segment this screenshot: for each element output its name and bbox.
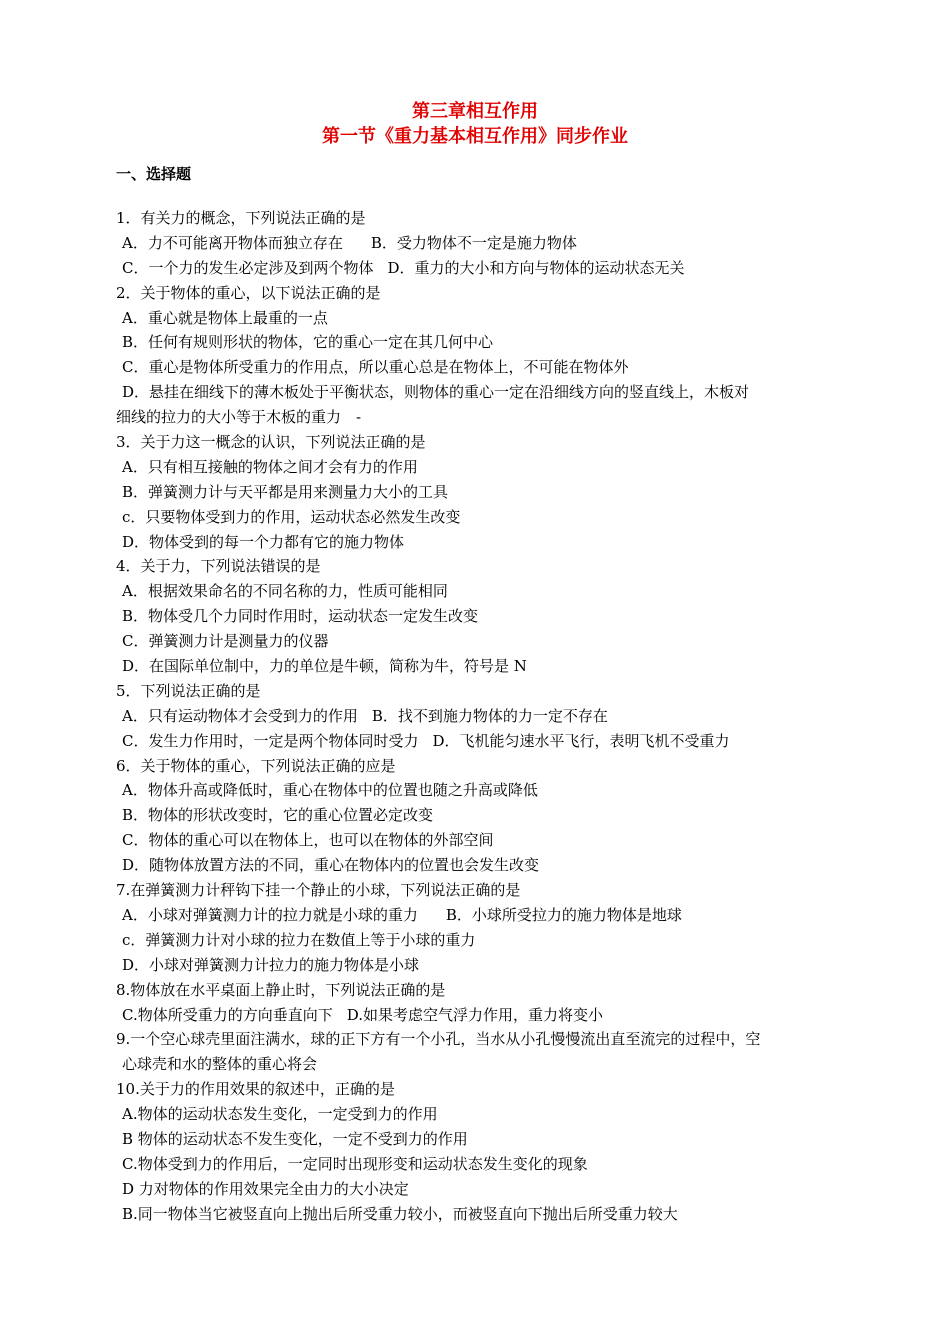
option-c: C．重心是物体所受重力的作用点，所以重心总是在物体上，不可能在物体外 bbox=[122, 358, 629, 377]
question-5-stem: 5．下列说法正确的是 bbox=[116, 681, 261, 700]
question-list bbox=[116, 206, 842, 1227]
option-b: B．物体受几个力同时作用时，运动状态一定发生改变 bbox=[122, 607, 479, 626]
option-d: D．在国际单位制中，力的单位是牛顿，简称为牛，符号是 N bbox=[122, 657, 527, 676]
question-1-options-ab bbox=[116, 231, 842, 256]
option-d: D．物体受到的每一个力都有它的施力物体 bbox=[122, 532, 405, 551]
option-c: C．弹簧测力计是测量力的仪器 bbox=[122, 632, 329, 651]
option-a: A．重心就是物体上最重的一点 bbox=[122, 308, 328, 327]
option-a: A．小球对弹簧测力计的拉力就是小球的重力 bbox=[122, 905, 418, 924]
option-c: C.物体受到力的作用后，一定同时出现形变和运动状态发生变化的现象 bbox=[122, 1154, 588, 1173]
option-b: B．任何有规则形状的物体，它的重心一定在其几何中心 bbox=[122, 333, 494, 352]
question-6-stem: 6．关于物体的重心，下列说法正确的应是 bbox=[116, 756, 396, 775]
question-4-stem: 4．关于力，下列说法错误的是 bbox=[116, 557, 321, 576]
option-d: D．飞机能匀速水平飞行，表明飞机不受重力 bbox=[432, 731, 730, 750]
question-2-stem: 2．关于物体的重心，以下说法正确的是 bbox=[116, 283, 381, 302]
question-1-options-cd bbox=[116, 256, 842, 281]
question-3-stem: 3．关于力这一概念的认识，下列说法正确的是 bbox=[116, 433, 426, 452]
option-b: B．小球所受拉力的施力物体是地球 bbox=[445, 905, 682, 924]
option-b: B．找不到施力物体的力一定不存在 bbox=[371, 706, 608, 725]
option-a: A．只有相互接触的物体之间才会有力的作用 bbox=[122, 457, 418, 476]
question-7-stem: 7.在弹簧测力计秤钩下挂一个静止的小球，下列说法正确的是 bbox=[116, 881, 521, 900]
question-1-stem: 1．有关力的概念，下列说法正确的是 bbox=[116, 209, 366, 227]
option-b: B．受力物体不一定是施力物体 bbox=[370, 233, 577, 252]
option-a: A．只有运动物体才会受到力的作用 bbox=[122, 706, 358, 725]
option-d: D 力对物体的作用效果完全由力的大小决定 bbox=[122, 1179, 409, 1198]
question-9-stem: 9.一个空心球壳里面注满水，球的正下方有一个小孔，当水从小孔慢慢流出直至流完的过程中，空 bbox=[116, 1030, 761, 1049]
question-7-options-ab bbox=[116, 903, 842, 928]
option-a: A．力不可能离开物体而独立存在 bbox=[122, 233, 343, 252]
section-title: 第一节《重力基本相互作用》同步作业 bbox=[322, 126, 628, 147]
option-b: B．弹簧测力计与天平都是用来测量力大小的工具 bbox=[122, 482, 449, 501]
question-5-options-cd bbox=[116, 729, 842, 754]
option-b: B．物体的形状改变时，它的重心位置必定改变 bbox=[122, 806, 434, 825]
option-c: C．物体的重心可以在物体上，也可以在物体的外部空间 bbox=[122, 831, 494, 850]
option-d: D．随物体放置方法的不同，重心在物体内的位置也会发生改变 bbox=[122, 856, 540, 875]
option-a: A．物体升高或降低时，重心在物体中的位置也随之升高或降低 bbox=[122, 781, 538, 800]
option-d: D．重力的大小和方向与物体的运动状态无关 bbox=[387, 258, 685, 277]
option-a: A.物体的运动状态发生变化，一定受到力的作用 bbox=[122, 1105, 438, 1124]
option-d: D.如果考虑空气浮力作用，重力将变小 bbox=[346, 1005, 603, 1024]
option-c: C．发生力作用时，一定是两个物体同时受力 bbox=[122, 731, 419, 750]
option-c: c．只要物体受到力的作用，运动状态必然发生改变 bbox=[122, 507, 461, 526]
option-c: C．一个力的发生必定涉及到两个物体 bbox=[122, 258, 374, 277]
question-10-stem: 10.关于力的作用效果的叙述中，正确的是 bbox=[116, 1080, 395, 1099]
option-d-continued: 细线的拉力的大小等于木板的重力 - bbox=[116, 408, 362, 427]
chapter-title: 第三章相互作用 bbox=[412, 101, 538, 122]
question-9-stem-continued: 心球壳和水的整体的重心将会 bbox=[122, 1055, 318, 1074]
question-8-stem: 8.物体放在水平桌面上静止时，下列说法正确的是 bbox=[116, 980, 446, 999]
question-8-options-cd bbox=[116, 1003, 842, 1028]
option-d: D．悬挂在细线下的薄木板处于平衡状态，则物体的重心一定在沿细线方向的竖直线上，木板对 bbox=[122, 383, 750, 402]
question-5-options-ab bbox=[116, 704, 842, 729]
section-heading: 一、选择题 bbox=[116, 165, 192, 183]
option-extra: B.同一物体当它被竖直向上抛出后所受重力较小，而被竖直向下抛出后所受重力较大 bbox=[122, 1204, 678, 1223]
option-a: A．根据效果命名的不同名称的力，性质可能相同 bbox=[122, 582, 448, 601]
option-b: B 物体的运动状态不发生变化，一定不受到力的作用 bbox=[122, 1129, 468, 1148]
option-c: C.物体所受重力的方向垂直向下 bbox=[122, 1005, 333, 1024]
option-d: D．小球对弹簧测力计拉力的施力物体是小球 bbox=[122, 955, 420, 974]
option-c: c．弹簧测力计对小球的拉力在数值上等于小球的重力 bbox=[122, 930, 476, 949]
